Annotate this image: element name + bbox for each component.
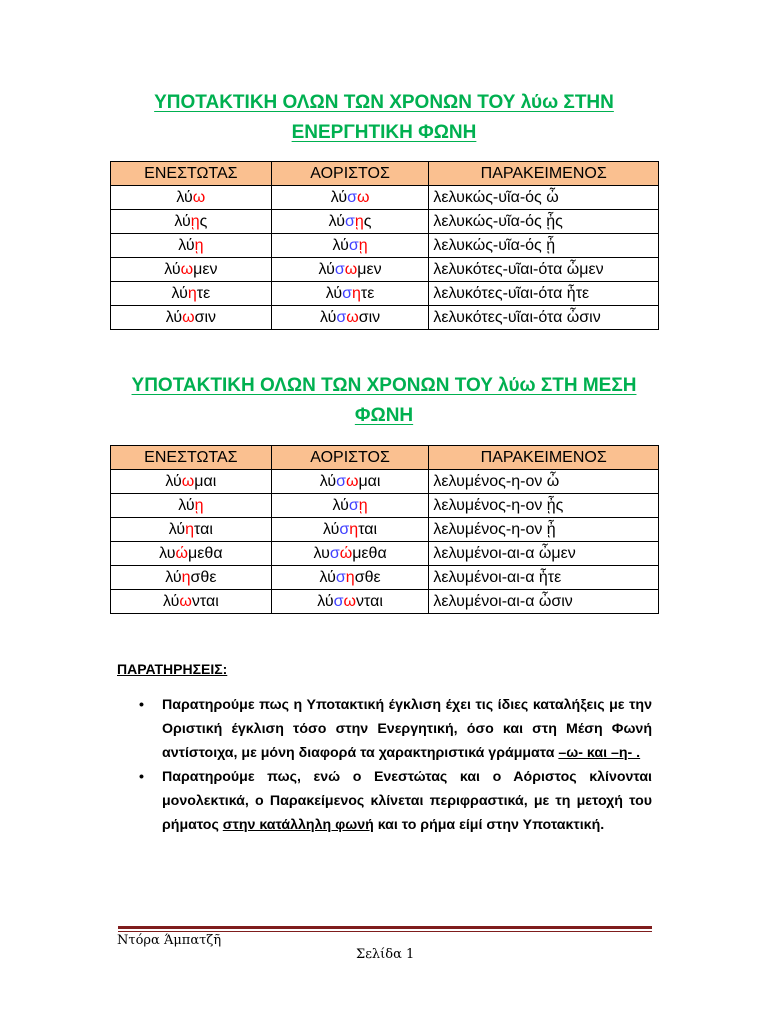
- perfect-form: λελυκώς-υῖα-ός ᾖς: [429, 210, 659, 234]
- present-form: λύω: [111, 186, 272, 210]
- mood-marker: ω: [345, 473, 359, 490]
- mood-marker: η: [349, 521, 359, 538]
- present-form: λύωμεν: [111, 258, 272, 282]
- header-present: ΕΝΕΣΤΩΤΑΣ: [111, 446, 272, 470]
- aorist-sigma: σ: [334, 261, 345, 278]
- aorist-form: λύσῃς: [271, 210, 429, 234]
- mood-marker: ω: [180, 261, 194, 278]
- aorist-sigma: σ: [348, 237, 359, 254]
- present-form: λύῃ: [111, 494, 272, 518]
- header-aorist: ΑΟΡΙΣΤΟΣ: [271, 162, 429, 186]
- bullet-icon: •: [139, 769, 144, 785]
- footer-author: Ντόρα Άμπατζῆ: [117, 933, 222, 948]
- aorist-sigma: σ: [342, 285, 353, 302]
- note-text: Παρατηρούμε πως η Υποτακτική έγκλιση έχει τις ίδιες καταλήξεις με την Οριστική έγκλιση τόσο στην Ενεργητική, όσο και στη Μέση Φωνή αντίστοιχα, με μόνη διαφορά τα χαρακτηριστικά γράμματα: [162, 697, 652, 761]
- present-form: λύωνται: [111, 590, 272, 614]
- aorist-form: λύσῃ: [271, 494, 429, 518]
- note-item-endings: [136, 693, 652, 765]
- mood-marker: ώ: [175, 545, 189, 562]
- mood-marker: η: [187, 285, 197, 302]
- mood-marker: ῃ: [190, 213, 200, 230]
- aorist-sigma: σ: [329, 545, 340, 562]
- aorist-sigma: σ: [336, 473, 346, 490]
- perfect-form: λελυμένος-η-ον ὦ: [429, 470, 659, 494]
- note-underlined-phrase: στην κατάλληλη φωνή: [222, 817, 374, 833]
- note-text-end: και το ρήμα είμί στην Υποτακτική.: [373, 817, 605, 833]
- aorist-sigma: σ: [348, 497, 359, 514]
- bullet-icon: •: [139, 697, 144, 713]
- mood-marker: ῃ: [194, 497, 204, 514]
- present-form: λυώμεθα: [111, 542, 272, 566]
- present-form: λύωμαι: [111, 470, 272, 494]
- mood-marker: ώ: [339, 545, 353, 562]
- perfect-form: λελυμένοι-αι-α ὦμεν: [429, 542, 659, 566]
- mood-marker: ῃ: [358, 497, 368, 514]
- mood-marker: ω: [343, 593, 356, 610]
- mood-marker: ω: [192, 189, 206, 206]
- header-aorist: ΑΟΡΙΣΤΟΣ: [271, 446, 429, 470]
- aorist-sigma: σ: [335, 569, 346, 586]
- footer-page-number: Σελίδα 1: [356, 947, 415, 962]
- middle-voice-title-line2: ΦΩΝΗ: [354, 405, 414, 426]
- table-row: [111, 186, 659, 210]
- present-form: λύῃ: [111, 234, 272, 258]
- table-row: [111, 494, 659, 518]
- mood-marker: ω: [344, 261, 358, 278]
- present-form: λύηται: [111, 518, 272, 542]
- middle-voice-table: [110, 445, 659, 614]
- mood-marker: η: [352, 285, 361, 302]
- middle-voice-title-line1: ΥΠΟΤΑΚΤΙΚΗ ΟΛΩΝ ΤΩΝ ΧΡΟΝΩΝ ΤΟΥ λύω ΣΤΗ ΜΕΣΗ: [131, 375, 637, 396]
- mood-marker: η: [185, 521, 195, 538]
- notes-list: [136, 693, 652, 837]
- table-row: [111, 590, 659, 614]
- aorist-sigma: σ: [333, 593, 344, 610]
- aorist-form: λύσησθε: [271, 566, 429, 590]
- aorist-form: λύσω: [271, 186, 429, 210]
- perfect-form: λελυκώς-υῖα-ός ᾖ: [429, 234, 659, 258]
- mood-marker: ω: [179, 593, 192, 610]
- header-present: ΕΝΕΣΤΩΤΑΣ: [111, 162, 272, 186]
- perfect-form: λελυμένοι-αι-α ἦτε: [429, 566, 659, 590]
- present-form: λύωσιν: [111, 306, 272, 330]
- note-highlight: –ω- και –η- .: [558, 745, 641, 761]
- aorist-form: λύσῃ: [271, 234, 429, 258]
- mood-marker: ῃ: [358, 237, 368, 254]
- perfect-form: λελυμένος-η-ον ᾖ: [429, 518, 659, 542]
- table-header-row: [111, 162, 659, 186]
- perfect-form: λελυκότες-υῖαι-ότα ἦτε: [429, 282, 659, 306]
- perfect-form: λελυκότες-υῖαι-ότα ὦσιν: [429, 306, 659, 330]
- aorist-form: λύσητε: [271, 282, 429, 306]
- aorist-form: λύσωμαι: [271, 470, 429, 494]
- table-row: [111, 518, 659, 542]
- footer-rule: [118, 926, 652, 933]
- table-row: [111, 258, 659, 282]
- mood-marker: ω: [182, 309, 195, 326]
- table-row: [111, 470, 659, 494]
- aorist-sigma: σ: [339, 521, 350, 538]
- mood-marker: ῃ: [194, 237, 204, 254]
- mood-marker: η: [345, 569, 355, 586]
- aorist-form: λύσωνται: [271, 590, 429, 614]
- mood-marker: η: [181, 569, 191, 586]
- present-form: λύῃς: [111, 210, 272, 234]
- present-form: λύησθε: [111, 566, 272, 590]
- middle-voice-title: [110, 371, 658, 431]
- table-row: [111, 542, 659, 566]
- perfect-form: λελυμένος-η-ον ᾖς: [429, 494, 659, 518]
- aorist-sigma: σ: [336, 309, 347, 326]
- header-perfect: ΠΑΡΑΚΕΙΜΕΝΟΣ: [429, 162, 659, 186]
- active-voice-table: [110, 161, 659, 330]
- notes-heading: ΠΑΡΑΤΗΡΗΣΕΙΣ:: [117, 661, 228, 677]
- note-item-periphrastic: [136, 765, 652, 837]
- table-row: [111, 234, 659, 258]
- header-perfect: ΠΑΡΑΚΕΙΜΕΝΟΣ: [429, 446, 659, 470]
- table-row: [111, 566, 659, 590]
- aorist-form: λύσωσιν: [271, 306, 429, 330]
- active-voice-title-line2: ΕΝΕΡΓΗΤΙΚΗ ΦΩΝΗ: [291, 122, 477, 143]
- mood-marker: ω: [356, 189, 370, 206]
- aorist-sigma: σ: [347, 189, 357, 206]
- aorist-form: λύσηται: [271, 518, 429, 542]
- mood-marker: ω: [346, 309, 359, 326]
- perfect-form: λελυκώς-υῖα-ός ὦ: [429, 186, 659, 210]
- mood-marker: ω: [181, 473, 195, 490]
- table-row: [111, 306, 659, 330]
- perfect-form: λελυμένοι-αι-α ὦσιν: [429, 590, 659, 614]
- aorist-sigma: σ: [345, 213, 355, 230]
- aorist-form: λύσωμεν: [271, 258, 429, 282]
- active-voice-title: [110, 88, 658, 148]
- present-form: λύητε: [111, 282, 272, 306]
- active-voice-title-line1: ΥΠΟΤΑΚΤΙΚΗ ΟΛΩΝ ΤΩΝ ΧΡΟΝΩΝ ΤΟΥ λύω ΣΤΗΝ: [154, 92, 614, 113]
- table-row: [111, 282, 659, 306]
- aorist-form: λυσώμεθα: [271, 542, 429, 566]
- perfect-form: λελυκότες-υῖαι-ότα ὦμεν: [429, 258, 659, 282]
- table-row: [111, 210, 659, 234]
- note-text: Παρατηρούμε πως, ενώ ο Ενεστώτας και ο Αόριστος κλίνονται μονολεκτικά, ο Παρακείμενος κλίνεται περιφραστικά, με τη μετοχή του ρήματος: [162, 769, 652, 833]
- table-header-row: [111, 446, 659, 470]
- mood-marker: ῃ: [354, 213, 364, 230]
